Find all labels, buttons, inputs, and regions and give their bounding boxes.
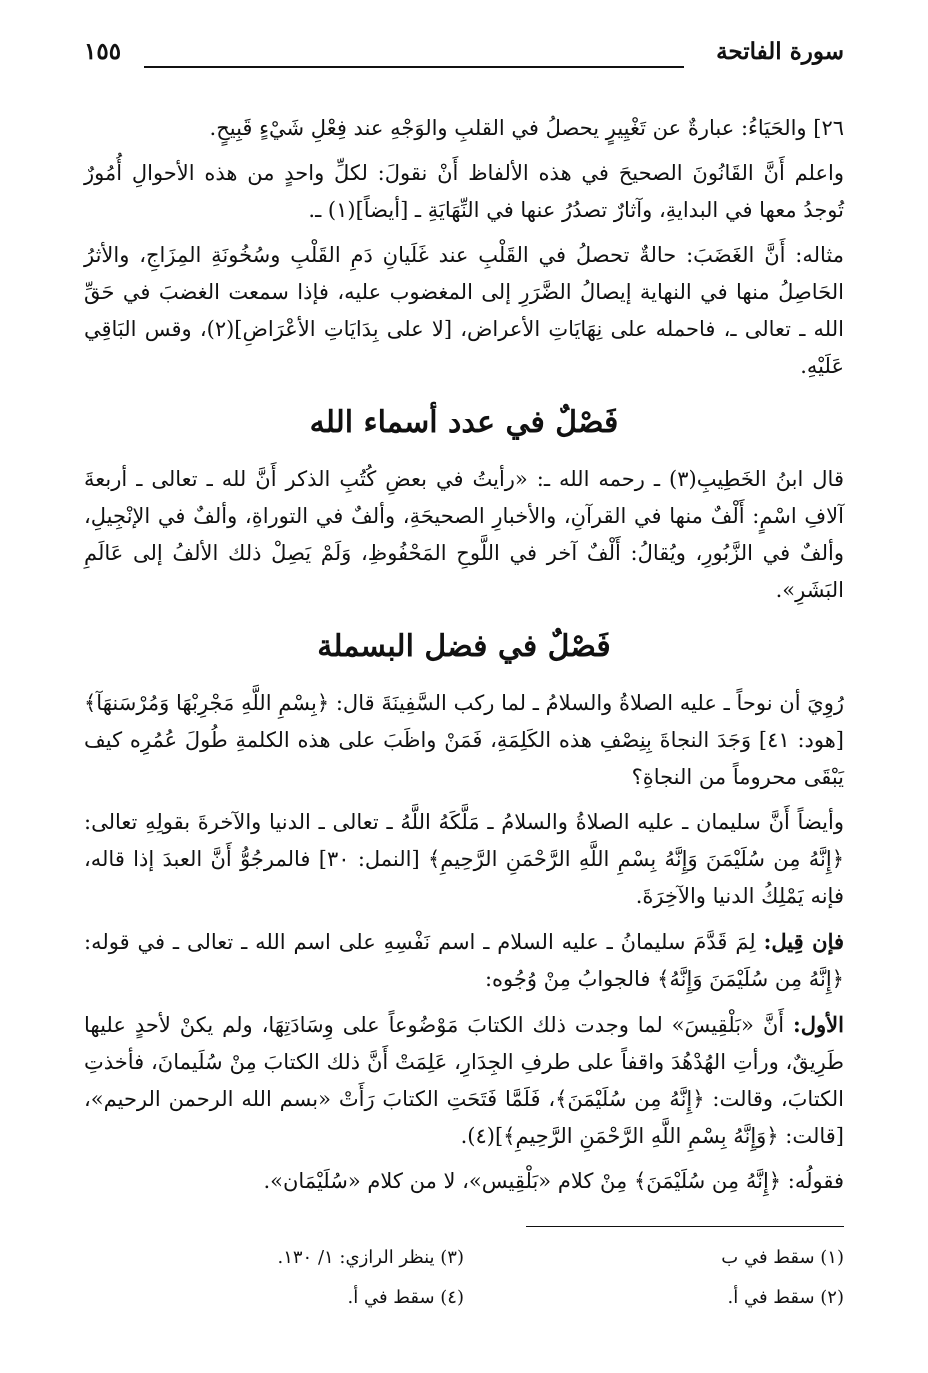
paragraph-nuh: رُوِيَ أن نوحاً ـ عليه الصلاةُ والسلامُ ـ لما ركب السَّفِينَةَ قال: ﴿بِسْمِ اللَّهِ مَجْرِبْهَا وَمُرْسَنهَآ﴾ [هود: ٤١] وَجَدَ النجاةَ بِنِصْفِ هذه الكَلِمَةِ، فَمَنْ واظَبَ على هذه الكلمةِ طُولَ عُمُرِه كيف يَبْقَى محروماً من النجاةِ؟ (84, 691, 844, 789)
question-text: لِمَ قَدَّمَ سليمانُ ـ عليه السلام ـ اسم نَفْسِهِ على اسم الله ـ تعالى ـ في قوله: ﴿إِنَّهُ مِن سُلَيْمَنَ وَإِنَّهُ﴾ فالجوابُ مِنْ وُجُوه: (84, 930, 844, 991)
page-header (84, 38, 844, 78)
header-rule (144, 66, 684, 68)
footnote-rule (526, 1226, 844, 1227)
paragraph-ibn-khatib: قال ابنُ الخَطِيبِ(٣) ـ رحمه الله ـ: «رأيتُ في بعضِ كُتُبِ الذكر أَنَّ لله ـ تعالى ـ أربعةَ آلافِ اسْمٍ: أَلْفٌ منها في القرآنِ، والأخبارِ الصحيحَةِ، وألفٌ في التوراةِ، وألفٌ في الإنْجِيلِ، وألفٌ في الزَّبُورِ، ويُقالُ: أَلْفٌ آخر في اللَّوحِ المَحْفُوظِ، وَلَمْ يَصِلْ ذلك الألفُ إلى عَالَمِ البَشَرِ». (84, 467, 844, 602)
paragraph-first-answer (84, 1006, 844, 1155)
section-heading-names-count: فَصْلٌ في عدد أسماء الله (309, 405, 619, 440)
footnotes (84, 1238, 844, 1318)
footnote-3: (٣) ينظر الرازي: ١/ ١٣٠. (277, 1247, 464, 1268)
first-answer-text: أَنَّ «بَلْقِيسَ» لما وجدت ذلك الكتابَ مَوْضُوعاً على وِسَادَتِهَا، ولم يكنْ لأحدٍ عليها طَرِيقٌ، ورأتِ الهُدْهُدَ واقفاً على طرفِ الجِدَارِ، عَلِمَتْ أَنَّ ذلك الكتابَ مِنْ سُلَيمانَ، فأخذتِ الكتابَ، وقالت: ﴿إِنَّهُ مِن سُلَيْمَنَ﴾، فَلَمَّا فَتَحَتِ الكتابَ رَأَتْ «بسم الله الرحمن الرحيم»، [قالت: ﴿وَإِنَّهُ بِسْمِ اللَّهِ الرَّحْمَنِ الرَّحِيمِ﴾](٤). (84, 1013, 844, 1148)
page-body (84, 110, 844, 1208)
section-heading-basmala-virtue: فَصْلٌ في فضل البسملة (317, 629, 611, 664)
first-answer-lead: الأول: (793, 1012, 844, 1037)
paragraph-conclusion: فقولُه: ﴿إِنَّهُ مِن سُلَيْمَنَ﴾ مِنْ كلام «بَلْقِيس»، لا من كلام «سُلَيْمَان». (263, 1169, 844, 1193)
paragraph-sulayman: وأيضاً أَنَّ سليمان ـ عليه الصلاةُ والسلامُ ـ مَلَّكَهُ اللَّهُ ـ تعالى ـ الدنيا والآخرةَ بقولِهِ تعالى: ﴿إِنَّهُ مِن سُلَيْمَنَ وَإِنَّهُ بِسْمِ اللَّهِ الرَّحْمَنِ الرَّحِيمِ﴾ [النمل: ٣٠] فالمرجُوُّ أَنَّ العبدَ إذا قاله، فإنه يَمْلِكُ الدنيا والآخِرَةَ. (84, 810, 844, 908)
surah-title: سورة الفاتحة (716, 38, 844, 65)
question-lead: فإن قِيل: (763, 929, 845, 954)
paragraph-ghadab: مثاله: أَنَّ الغَضَبَ: حالةٌ تحصلُ في القَلْبِ عند غَلَيانِ دَمِ القَلْبِ وسُخُونَةِ المِزَاجِ، والأثرُ الحَاصِلُ منها في النهاية إيصالُ الضَّرَرِ إلى المغضوب عليه، فإذا سمعت الغضبَ في حَقِّ الله ـ تعالى ـ، فاحمله على نِهَايَاتِ الأعراض، [لا على بِدَايَاتِ الأعْرَاضِ](٢)، وقس البَاقِي عَلَيْهِ. (84, 243, 844, 378)
footnote-4: (٤) سقط في أ. (347, 1287, 464, 1308)
paragraph-haya: ٢٦] والحَيَاءُ: عبارةٌ عن تَغْيِيرٍ يحصلُ في القلبِ والوَجْهِ عند فِعْلِ شَيْءٍ قَبِيحٍ. (209, 116, 844, 140)
page-number: ١٥٥ (84, 38, 122, 65)
paragraph-question (84, 923, 844, 998)
footnote-2: (٢) سقط في أ. (727, 1287, 844, 1308)
paragraph-qanun: واعلم أَنَّ القَانُونَ الصحيحَ في هذه الألفاظ أَنْ نقولَ: لكلِّ واحدٍ من هذه الأحوالِ أُمُورٌ تُوجدُ معها في البدايةِ، وآثارٌ تصدُرُ عنها في النِّهَايَةِ ـ [أيضاً](١) ـ. (84, 161, 844, 222)
footnote-1: (١) سقط في ب (721, 1247, 844, 1268)
